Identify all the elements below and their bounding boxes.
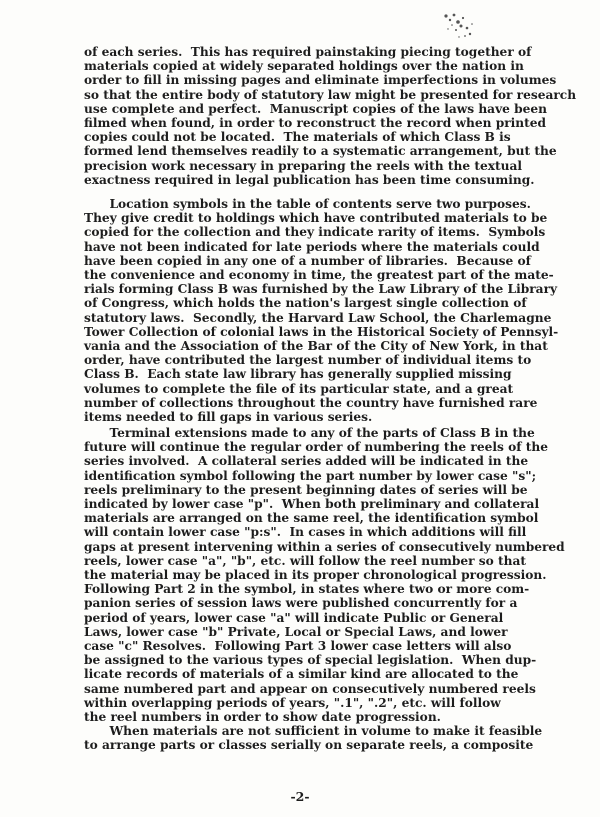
text-line: exactness required in legal publication has been time consuming.	[84, 172, 535, 187]
text-line: have been copied in any one of a number of libraries. Because of	[84, 253, 531, 268]
text-line: use complete and perfect. Manuscript copies of the laws have been	[84, 101, 548, 116]
page-number: -2-	[290, 789, 310, 804]
text-line: the reel numbers in order to show date progression.	[84, 710, 441, 725]
text-line: precision work necessary in preparing the reels with the textual	[84, 158, 523, 173]
text-line: materials are arranged on the same reel, the identification symbol	[84, 511, 539, 526]
text-line: be assigned to the various types of special legislation. When dup-	[84, 653, 537, 668]
text-line: Class B. Each state law library has generally supplied missing	[84, 367, 512, 382]
text-line: volumes to complete the file of its particular state, and a great	[84, 381, 514, 396]
paragraph-4	[84, 724, 574, 752]
text-line: series involved. A collateral series added will be indicated in the	[84, 454, 529, 469]
text-line: rials forming Class B was furnished by the Law Library of the Library	[84, 282, 558, 297]
text-line: Terminal extensions made to any of the parts of Class B in the	[84, 426, 535, 440]
text-line: filmed when found, in order to reconstruct the record when printed	[84, 116, 547, 131]
text-line: When materials are not sufficient in volume to make it feasible	[84, 724, 543, 738]
text-line: so that the entire body of statutory law might be presented for research	[84, 87, 577, 102]
text-line: copied for the collection and they indicate rarity of items. Symbols	[84, 225, 546, 240]
paragraph-1	[84, 45, 577, 187]
text-line: materials copied at widely separated holdings over the nation in	[84, 59, 524, 74]
text-line: Laws, lower case "b" Private, Local or Special Laws, and lower	[84, 624, 508, 639]
text-line: order, have contributed the largest number of individual items to	[84, 353, 532, 368]
text-line: same numbered part and appear on consecutively numbered reels	[84, 681, 536, 696]
text-line: gaps at present intervening within a series of consecutively numbered	[84, 539, 565, 554]
text-line: future will continue the regular order of numbering the reels of the	[84, 440, 548, 455]
paragraph-2	[84, 197, 574, 424]
text-line: Location symbols in the table of contents serve two purposes.	[84, 197, 531, 211]
text-line: order to fill in missing pages and eliminate imperfections in volumes	[84, 73, 557, 88]
text-line: vania and the Association of the Bar of the City of New York, in that	[84, 339, 548, 354]
text-line: period of years, lower case "a" will indicate Public or General	[84, 610, 504, 625]
ink-smudge-mark	[432, 6, 480, 46]
text-line: formed lend themselves readily to a systematic arrangement, but the	[84, 144, 557, 159]
text-line: reels preliminary to the present beginning dates of series will be	[84, 482, 528, 497]
text-line: the convenience and economy in time, the greatest part of the mate-	[84, 268, 554, 283]
text-line: have not been indicated for late periods where the materials could	[84, 239, 540, 254]
text-line: of each series. This has required painstaking piecing together of	[84, 45, 532, 59]
text-line: identification symbol following the part number by lower case "s";	[84, 468, 537, 483]
text-line: statutory laws. Secondly, the Harvard Law School, the Charlemagne	[84, 310, 552, 325]
text-line: copies could not be located. The materials of which Class B is	[84, 130, 511, 145]
text-line: reels, lower case "a", "b", etc. will follow the reel number so that	[84, 553, 527, 568]
text-line: They give credit to holdings which have contributed materials to be	[84, 211, 548, 226]
text-line: the material may be placed in its proper chronological progression.	[84, 568, 547, 583]
text-line: to arrange parts or classes serially on separate reels, a composite	[84, 738, 534, 753]
paragraph-3	[84, 426, 574, 724]
text-line: licate records of materials of a similar kind are allocated to the	[84, 667, 519, 682]
text-line: Tower Collection of colonial laws in the Historical Society of Pennsyl-	[84, 324, 559, 339]
text-line: number of collections throughout the country have furnished rare	[84, 395, 538, 410]
text-line: Following Part 2 in the symbol, in states where two or more com-	[84, 582, 530, 597]
text-line: within overlapping periods of years, ".1", ".2", etc. will follow	[84, 695, 501, 710]
text-line: case "c" Resolves. Following Part 3 lower case letters will also	[84, 639, 512, 654]
text-line: panion series of session laws were published concurrently for a	[84, 596, 518, 611]
text-line: indicated by lower case "p". When both preliminary and collateral	[84, 497, 540, 512]
text-line: will contain lower case "p:s". In cases in which additions will fill	[84, 525, 527, 540]
text-line: of Congress, which holds the nation's largest single collection of	[84, 296, 527, 311]
text-line: items needed to fill gaps in various series.	[84, 410, 373, 425]
